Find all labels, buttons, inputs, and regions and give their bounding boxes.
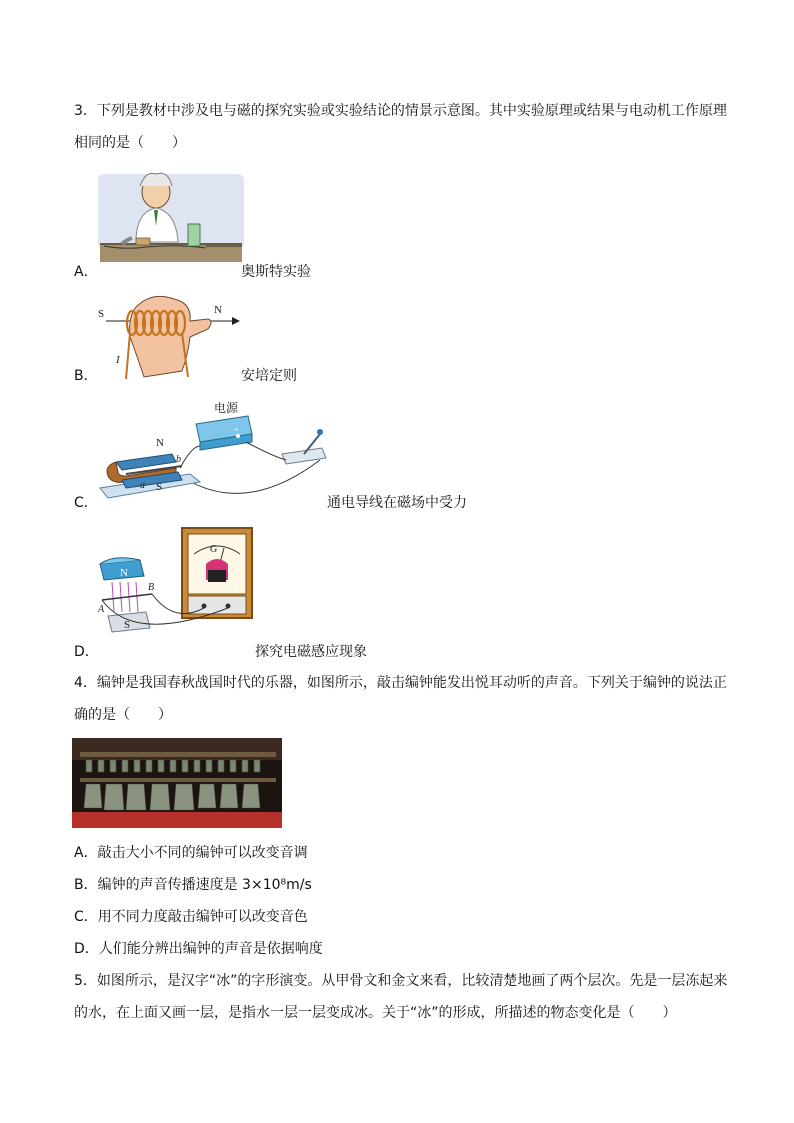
q3-stem-line2: 相同的是（ ） [74, 135, 186, 151]
fig-d-b-label: B [148, 582, 155, 593]
q4-option-d: D．人们能分辨出编钟的声音是依据响度 [74, 941, 323, 957]
fig-c-source-label: 电源 [214, 401, 239, 415]
option-d-caption: 探究电磁感应现象 [255, 644, 367, 660]
q4-option-c: C．用不同力度敲击编钟可以改变音色 [74, 909, 308, 925]
fig-c-b-label: b [176, 454, 181, 465]
option-d-letter: D． [74, 644, 99, 660]
q5-stem-line2: 的水，在上面又画一层，是指水一层一层变成冰。关于“冰”的形成，所描述的物态变化是（ ） [74, 1005, 677, 1021]
oersted-figure [96, 164, 246, 267]
q4-stem-line1: 4．编钟是我国春秋战国时代的乐器，如图所示，敲击编钟能发出悦耳动听的声音。下列关于编钟的说法正 [74, 675, 727, 691]
option-b-letter: B． [74, 368, 98, 384]
fig-d-a-label: A [98, 604, 105, 615]
ampere-rule-figure [96, 293, 242, 383]
q4-option-a: A．敲击大小不同的编钟可以改变音调 [74, 845, 308, 861]
induction-figure [94, 524, 256, 644]
option-c-letter: C． [74, 495, 98, 511]
fig-c-n-label: N [156, 437, 164, 449]
fig-c-s-label: S [156, 481, 163, 493]
fig-d-n-label: N [120, 567, 128, 579]
fig-d-g-label: G [210, 544, 218, 555]
option-a-letter: A． [74, 264, 98, 280]
q4-option-b: B．编钟的声音传播速度是 3×10⁸m/s [74, 877, 312, 893]
option-c-caption: 通电导线在磁场中受力 [327, 495, 467, 511]
q5-stem-line1: 5．如图所示，是汉字“冰”的字形演变。从甲骨文和金文来看，比较清楚地画了两个层次。先是一层冻起来 [74, 973, 728, 989]
fig-d-s-label: S [124, 619, 131, 631]
fig-c-a-label: a [140, 480, 145, 491]
motor-principle-figure [96, 396, 332, 512]
q4-stem-line2: 确的是（ ） [74, 707, 172, 723]
svg-text:+: + [234, 425, 239, 434]
option-b-caption: 安培定则 [241, 368, 297, 384]
fig-b-s-label: S [98, 308, 105, 320]
fig-b-n-label: N [214, 304, 222, 316]
fig-b-i-label: I [116, 354, 120, 366]
q3-stem-line1: 3．下列是教材中涉及电与磁的探究实验或实验结论的情景示意图。其中实验原理或结果与电动机工作原理 [74, 103, 727, 119]
bianzhong-photo [72, 738, 282, 828]
option-a-caption: 奥斯特实验 [241, 264, 311, 280]
